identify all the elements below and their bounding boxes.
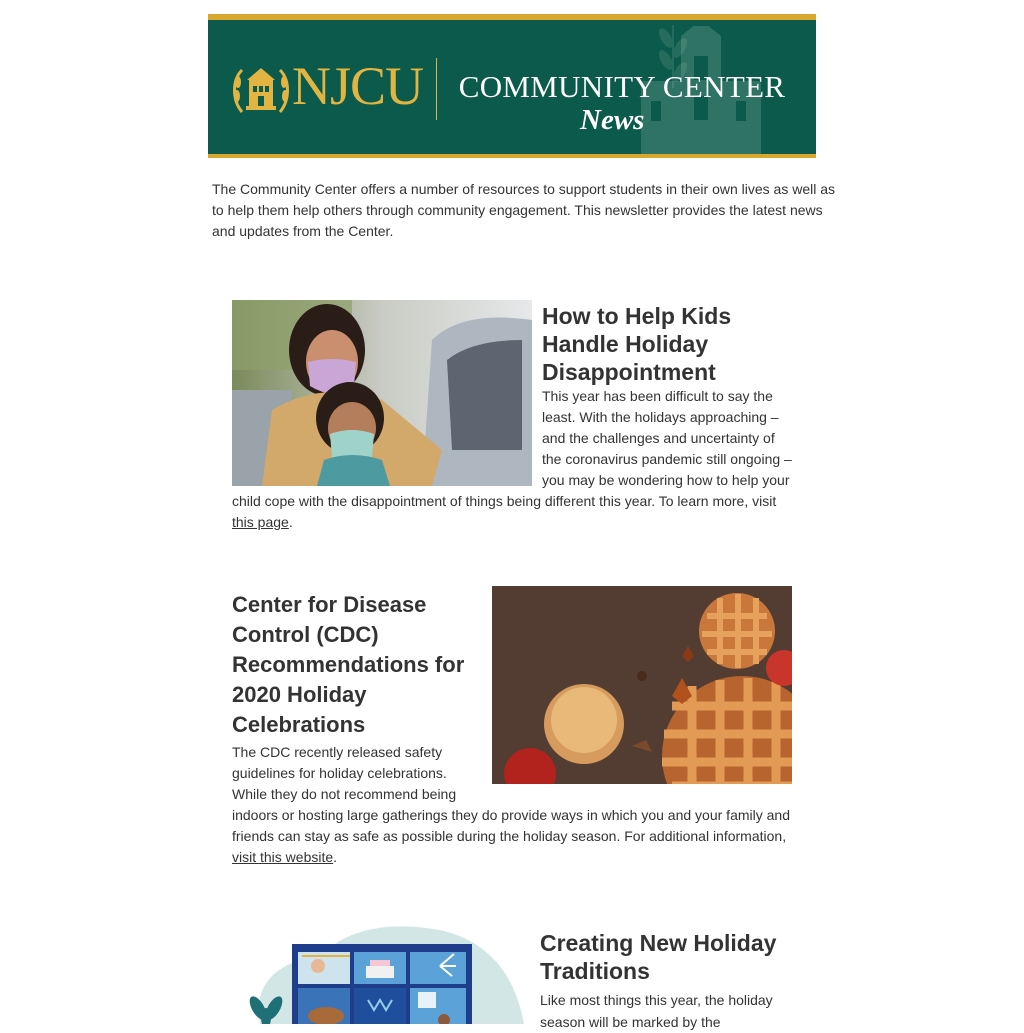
this-page-link[interactable]: this page	[232, 514, 289, 530]
article-title: Center for Disease Control (CDC) Recommendations for 2020 Holiday Celebrations	[232, 592, 465, 737]
banner-title: COMMUNITY CENTER	[458, 69, 786, 104]
njcu-logo-text: NJCU	[292, 56, 424, 116]
mother-child-masks-photo	[232, 300, 532, 486]
article-text-suffix: .	[288, 514, 293, 530]
article-text: The CDC recently released safety guidelines for holiday celebrations. While they do not recommend being indoors or hosting large gatherings they do provide ways in which you and your family and friends can stay as safe as possible during the holiday season. For additional information,	[232, 744, 790, 844]
article-text-suffix: .	[333, 849, 338, 865]
article-holiday-traditions	[540, 929, 790, 1033]
article-cdc-recommendations	[232, 586, 792, 868]
banner-divider	[436, 58, 437, 120]
banner-subtitle: News	[580, 104, 645, 136]
visit-website-link[interactable]: visit this website	[232, 849, 334, 865]
article-body: Like most things this year, the holiday season will be marked by the	[540, 992, 773, 1030]
article-text: This year has been difficult to say the least. With the holidays approaching – and the challenges and uncertainty of the coronavirus pandemic still ongoing – you may be wondering how to help your child cope with the disappointment of things being different this year. To learn more, visit	[232, 388, 792, 509]
intro-paragraph: The Community Center offers a number of resources to support students in their own lives as well as to help them help others through community engagement. This newsletter provides the latest news and updates from the Center.	[212, 181, 836, 239]
article-kids-holiday	[232, 300, 792, 533]
njcu-seal-icon	[232, 62, 290, 118]
virtual-holiday-illustration	[240, 926, 524, 1024]
holiday-pies-photo	[492, 586, 792, 784]
newsletter-banner	[208, 14, 816, 158]
article-title: Creating New Holiday Traditions	[540, 930, 777, 984]
article-title: How to Help Kids Handle Holiday Disappointment	[542, 303, 732, 385]
